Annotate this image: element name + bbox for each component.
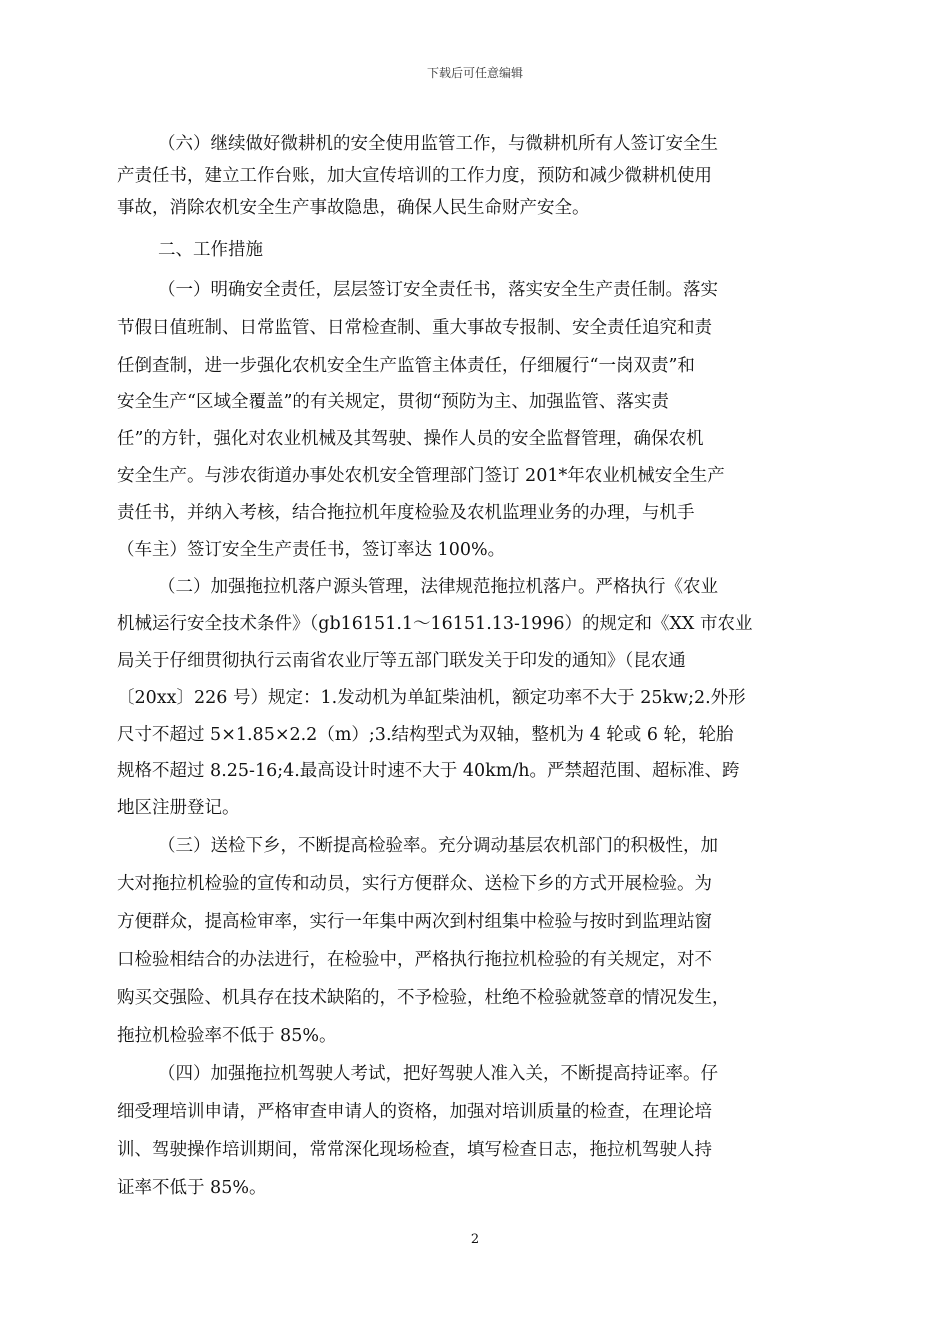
line-text: 地区注册登记。 bbox=[117, 798, 240, 818]
paragraph-line bbox=[0, 1170, 950, 1206]
paragraph-line bbox=[0, 717, 950, 753]
line-text: 方便群众，提高检审率，实行一年集中两次到村组集中检验与按时到监理站窗 bbox=[117, 912, 712, 932]
paragraph-line bbox=[0, 126, 950, 162]
line-text: 任”的方针，强化对农业机械及其驾驶、操作人员的安全监督管理，确保农机 bbox=[117, 429, 704, 449]
line-text: 尺寸不超过 5×1.85×2.2（m）;3.结构型式为双轴，整机为 4 轮或 6 轮，轮胎 bbox=[117, 725, 734, 745]
paragraph-line bbox=[0, 1132, 950, 1168]
paragraph-line bbox=[0, 980, 950, 1016]
line-text: （车主）签订安全生产责任书，签订率达 100%。 bbox=[117, 540, 506, 560]
line-text: （二）加强拖拉机落户源头管理，法律规范拖拉机落户。严格执行《农业 bbox=[158, 577, 718, 597]
line-text: 局关于仔细贯彻执行云南省农业厅等五部门联发关于印发的通知》（昆农通 bbox=[117, 651, 686, 671]
line-text: 口检验相结合的办法进行，在检验中，严格执行拖拉机检验的有关规定，对不 bbox=[117, 950, 712, 970]
paragraph-line bbox=[0, 495, 950, 531]
paragraph-line bbox=[0, 310, 950, 346]
page-header: 下载后可任意编辑 bbox=[426, 66, 523, 80]
paragraph-line bbox=[0, 458, 950, 494]
paragraph-line bbox=[0, 790, 950, 826]
line-text: 拖拉机检验率不低于 85%。 bbox=[117, 1026, 337, 1046]
line-text: （六）继续做好微耕机的安全使用监管工作，与微耕机所有人签订安全生 bbox=[158, 134, 718, 154]
paragraph-line bbox=[0, 272, 950, 308]
line-text: 责任书，并纳入考核，结合拖拉机年度检验及农机监理业务的办理，与机手 bbox=[117, 503, 695, 523]
section-heading bbox=[0, 232, 950, 268]
page-number: 2 bbox=[470, 1232, 480, 1247]
line-text: （四）加强拖拉机驾驶人考试，把好驾驶人准入关，不断提高持证率。仔 bbox=[158, 1064, 718, 1084]
paragraph-line bbox=[0, 1094, 950, 1130]
paragraph-line bbox=[0, 384, 950, 420]
paragraph-line bbox=[0, 190, 950, 226]
paragraph-line bbox=[0, 866, 950, 902]
line-text: 安全生产“区域全覆盖”的有关规定，贯彻“预防为主、加强监管、落实责 bbox=[117, 392, 669, 412]
paragraph-line bbox=[0, 1056, 950, 1092]
paragraph-line bbox=[0, 569, 950, 605]
paragraph-line bbox=[0, 606, 950, 642]
paragraph-line bbox=[0, 942, 950, 978]
line-text: 产责任书，建立工作台账，加大宣传培训的工作力度，预防和减少微耕机使用 bbox=[117, 166, 712, 186]
line-text: 证率不低于 85%。 bbox=[117, 1178, 267, 1198]
line-text: 安全生产。与涉农街道办事处农机安全管理部门签订 201*年农业机械安全生产 bbox=[117, 466, 725, 486]
line-text: 购买交强险、机具存在技术缺陷的，不予检验，杜绝不检验就签章的情况发生， bbox=[117, 988, 730, 1008]
paragraph-line bbox=[0, 643, 950, 679]
line-text: 节假日值班制、日常监管、日常检查制、重大事故专报制、安全责任追究和责 bbox=[117, 318, 712, 338]
paragraph-line bbox=[0, 828, 950, 864]
paragraph-line bbox=[0, 348, 950, 384]
paragraph-line bbox=[0, 904, 950, 940]
paragraph-line bbox=[0, 158, 950, 194]
paragraph-line bbox=[0, 421, 950, 457]
line-text: 机械运行安全技术条件》（gb16151.1～16151.13-1996）的规定和《XX 市农业 bbox=[117, 614, 753, 634]
line-text: （三）送检下乡，不断提高检验率。充分调动基层农机部门的积极性，加 bbox=[158, 836, 718, 856]
line-text: 大对拖拉机检验的宣传和动员，实行方便群众、送检下乡的方式开展检验。为 bbox=[117, 874, 712, 894]
line-text: 训、驾驶操作培训期间，常常深化现场检查，填写检查日志，拖拉机驾驶人持 bbox=[117, 1140, 712, 1160]
line-text: 任倒查制，进一步强化农机安全生产监管主体责任，仔细履行“一岗双责”和 bbox=[117, 356, 695, 376]
paragraph-line bbox=[0, 532, 950, 568]
line-text: 〔20xx〕226 号）规定：1.发动机为单缸柴油机，额定功率不大于 25kw;2.外形 bbox=[117, 688, 746, 708]
paragraph-line bbox=[0, 1018, 950, 1054]
line-text: 规格不超过 8.25-16;4.最高设计时速不大于 40km/h。严禁超范围、超标准、跨 bbox=[117, 761, 740, 781]
line-text: （一）明确安全责任，层层签订安全责任书，落实安全生产责任制。落实 bbox=[158, 280, 718, 300]
paragraph-line bbox=[0, 753, 950, 789]
line-text: 事故，消除农机安全生产事故隐患，确保人民生命财产安全。 bbox=[117, 198, 590, 218]
line-text: 细受理培训申请，严格审查申请人的资格，加强对培训质量的检查，在理论培 bbox=[117, 1102, 712, 1122]
paragraph-line bbox=[0, 680, 950, 716]
line-text: 二、工作措施 bbox=[158, 240, 263, 260]
